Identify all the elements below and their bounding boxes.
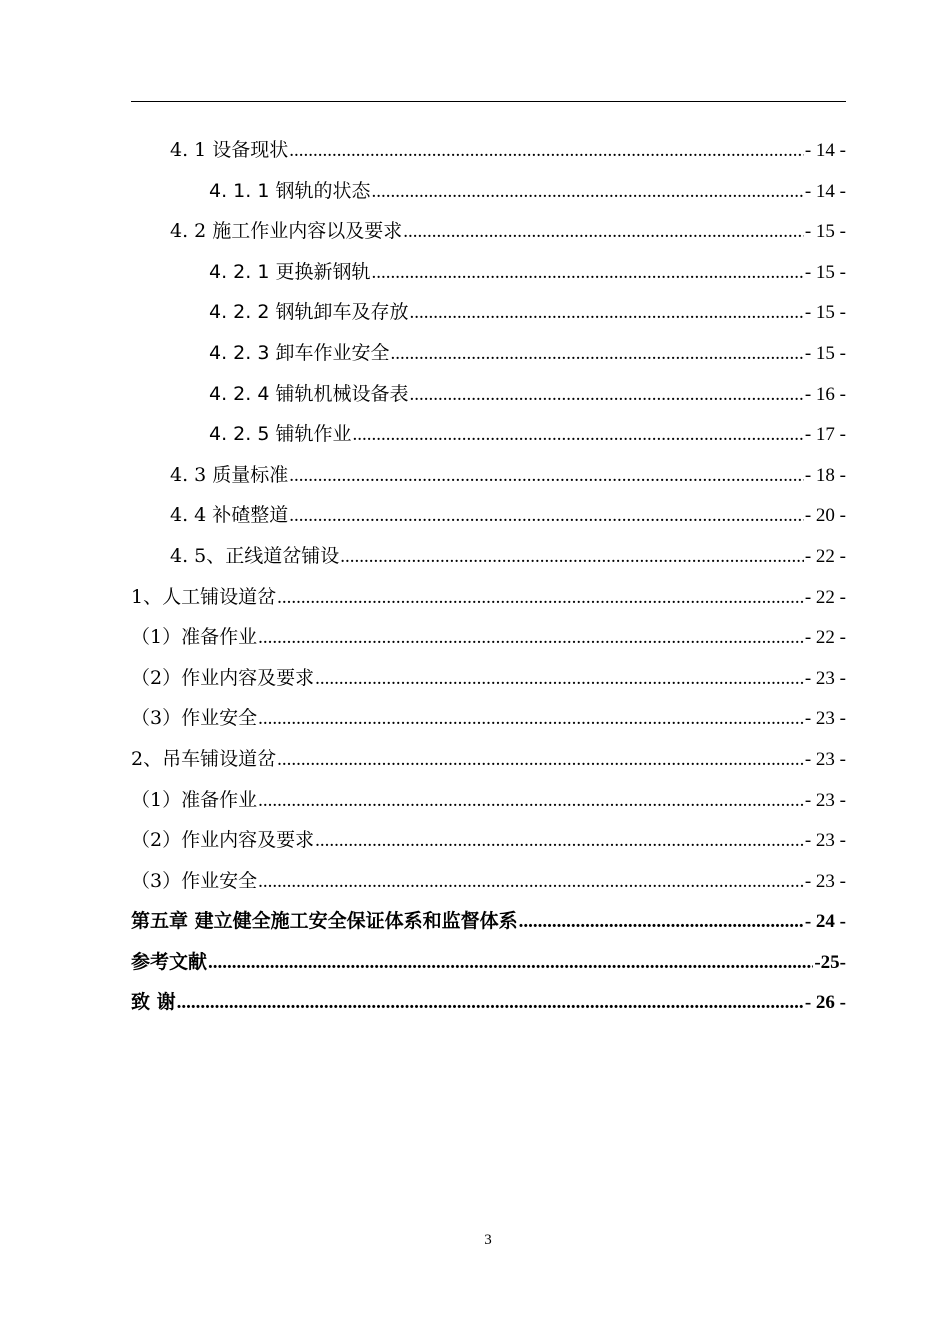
toc-leader — [315, 830, 804, 852]
toc-leader — [352, 424, 803, 446]
toc-entry-label: 第五章 建立健全施工安全保证体系和监督体系 — [131, 910, 518, 933]
toc-leader — [371, 262, 803, 284]
toc-entry[interactable] — [131, 785, 846, 826]
toc-entry[interactable] — [131, 622, 846, 663]
toc-entry-page: - 26 - — [804, 992, 846, 1014]
toc-entry[interactable] — [131, 500, 846, 541]
toc-entry[interactable] — [131, 987, 846, 1028]
toc-leader — [340, 546, 804, 568]
header-rule — [131, 101, 846, 102]
toc-entry[interactable] — [131, 906, 846, 947]
toc-entry-label: 2、吊车铺设道岔 — [131, 747, 277, 770]
toc-entry-page: - 18 - — [804, 464, 846, 486]
toc-leader — [289, 465, 804, 487]
table-of-contents — [131, 135, 846, 1028]
toc-leader — [409, 302, 803, 324]
toc-entry-page: - 23 - — [804, 870, 846, 892]
toc-leader — [390, 343, 803, 365]
toc-entry-page: - 23 - — [804, 748, 846, 770]
toc-entry[interactable] — [131, 135, 846, 176]
toc-entry-page: - 23 - — [804, 708, 846, 730]
toc-entry-label: 4. 4 补碴整道 — [170, 504, 289, 527]
toc-entry-label: 参考文献 — [131, 950, 208, 973]
toc-entry-label: （2）作业内容及要求 — [131, 829, 315, 852]
toc-leader — [409, 384, 803, 406]
toc-entry[interactable] — [131, 257, 846, 298]
toc-leader — [258, 871, 804, 893]
toc-entry-page: - 20 - — [804, 505, 846, 527]
toc-entry-label: （2）作业内容及要求 — [131, 666, 315, 689]
toc-entry[interactable] — [131, 297, 846, 338]
toc-entry-page: - 23 - — [804, 789, 846, 811]
toc-entry[interactable] — [131, 663, 846, 704]
toc-entry-page: - 14 - — [804, 140, 846, 161]
toc-leader — [277, 749, 804, 771]
toc-entry-page: - 15 - — [804, 221, 846, 243]
toc-entry-page: - 22 - — [804, 586, 846, 608]
toc-entry-page: - 22 - — [804, 627, 846, 649]
toc-entry[interactable] — [131, 866, 846, 907]
toc-entry-page: - 23 - — [804, 667, 846, 689]
toc-entry-page: - 24 - — [804, 911, 846, 933]
toc-entry-page: - 22 - — [804, 545, 846, 567]
toc-entry-label: 4. 2. 3 卸车作业安全 — [209, 341, 390, 364]
toc-entry[interactable] — [131, 744, 846, 785]
toc-entry[interactable] — [131, 541, 846, 582]
toc-entry[interactable] — [131, 825, 846, 866]
toc-entry-page: -25- — [814, 951, 846, 973]
toc-leader — [289, 505, 804, 527]
page-number: 3 — [484, 1232, 492, 1248]
toc-entry[interactable] — [131, 947, 846, 988]
toc-entry-page: - 23 - — [804, 830, 846, 852]
toc-entry-page: - 15 - — [804, 342, 846, 364]
toc-entry-label: 4. 2 施工作业内容以及要求 — [170, 220, 403, 243]
toc-entry-page: - 15 - — [804, 302, 846, 324]
toc-entry-page: - 15 - — [804, 261, 846, 283]
toc-entry-label: 4. 2. 1 更换新钢轨 — [209, 260, 371, 283]
toc-leader — [208, 952, 813, 974]
toc-leader — [315, 668, 804, 690]
toc-entry[interactable] — [131, 379, 846, 420]
toc-entry-label: 致 谢 — [131, 991, 176, 1014]
toc-entry-label: （1）准备作业 — [131, 788, 258, 811]
toc-entry-label: 4. 1 设备现状 — [170, 139, 289, 161]
toc-entry-label: 4. 2. 2 钢轨卸车及存放 — [209, 301, 409, 324]
toc-leader — [519, 911, 804, 933]
toc-entry-page: - 16 - — [804, 383, 846, 405]
toc-entry[interactable] — [131, 338, 846, 379]
toc-entry[interactable] — [131, 703, 846, 744]
toc-entry-label: （1）准备作业 — [131, 626, 258, 649]
toc-entry-label: 1、人工铺设道岔 — [131, 585, 277, 608]
toc-entry-label: （3）作业安全 — [131, 707, 258, 730]
toc-entry-page: - 17 - — [804, 424, 846, 446]
toc-entry-label: 4. 1. 1 钢轨的状态 — [209, 179, 371, 202]
toc-leader — [371, 181, 803, 203]
toc-leader — [258, 627, 804, 649]
toc-entry-label: 4. 2. 4 铺轨机械设备表 — [209, 382, 409, 405]
toc-leader — [289, 140, 804, 162]
toc-entry[interactable] — [131, 176, 846, 217]
toc-entry-page: - 14 - — [804, 180, 846, 202]
toc-leader — [403, 221, 804, 243]
toc-entry-label: 4. 3 质量标准 — [170, 463, 289, 486]
toc-entry[interactable] — [131, 216, 846, 257]
toc-leader — [258, 790, 804, 812]
toc-entry-label: （3）作业安全 — [131, 869, 258, 892]
toc-leader — [177, 992, 804, 1014]
toc-entry-label: 4. 2. 5 铺轨作业 — [209, 423, 352, 446]
toc-entry[interactable] — [131, 419, 846, 460]
toc-entry[interactable] — [131, 460, 846, 501]
toc-leader — [277, 587, 804, 609]
toc-entry-label: 4. 5、正线道岔铺设 — [170, 544, 340, 567]
toc-entry[interactable] — [131, 582, 846, 623]
toc-leader — [258, 708, 804, 730]
